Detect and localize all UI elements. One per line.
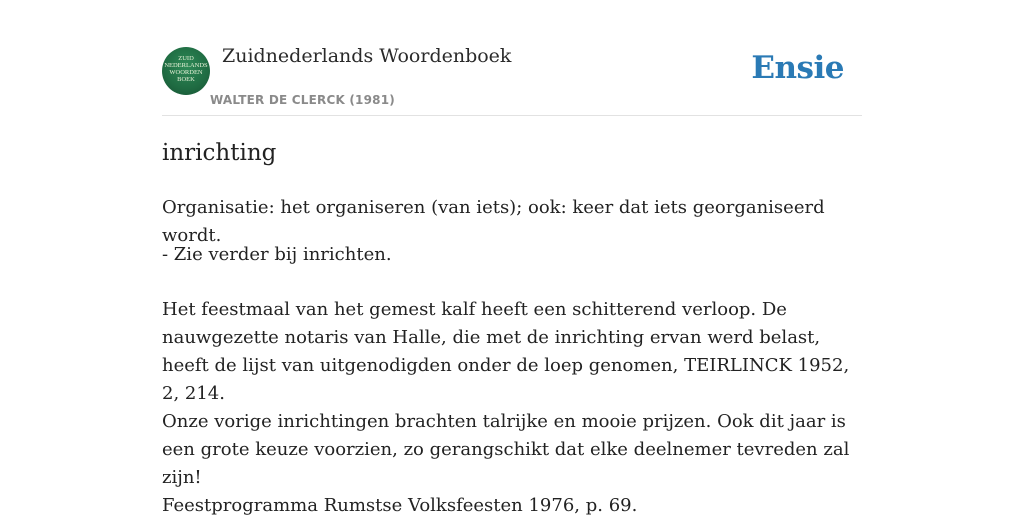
example-paragraph: Het feestmaal van het gemest kalf heeft een schitterend verloop. De nauwgezette notaris van Halle, die met de inrichting ervan werd belast, heeft de lijst van uitgenodigden onder de loep genomen, TEIRLINCK 1952, 2, 214.: [162, 299, 850, 404]
entry-page: [162, 0, 862, 516]
logo-line-1: ZUID: [178, 55, 194, 62]
example-paragraph: Onze vorige inrichtingen brachten talrijke en mooie prijzen. Ook dit jaar is een grote keuze voorzien, zo gerangschikt dat elke deelnemer tevreden zal zijn!: [162, 411, 850, 488]
logo-line-4: BOEK: [177, 76, 195, 83]
definition-text: Organisatie: het organiseren (van iets); ook: keer dat iets georganiseerd wordt.: [162, 197, 825, 246]
logo-line-3: WOORDEN: [169, 69, 203, 76]
ensie-logo-link[interactable]: Ensie: [751, 50, 844, 86]
page-title: inrichting: [162, 140, 277, 166]
citation-paragraph: Feestprogramma Rumstse Volksfeesten 1976, p. 69.: [162, 495, 638, 516]
logo-line-2: NEDERLANDS: [164, 62, 208, 69]
book-cover-logo[interactable]: [162, 47, 210, 95]
source-title[interactable]: Zuidnederlands Woordenboek: [222, 45, 512, 67]
source-author: WALTER DE CLERCK (1981): [210, 93, 395, 107]
source-header: [162, 0, 862, 116]
see-also-text: - Zie verder bij inrichten.: [162, 244, 392, 265]
